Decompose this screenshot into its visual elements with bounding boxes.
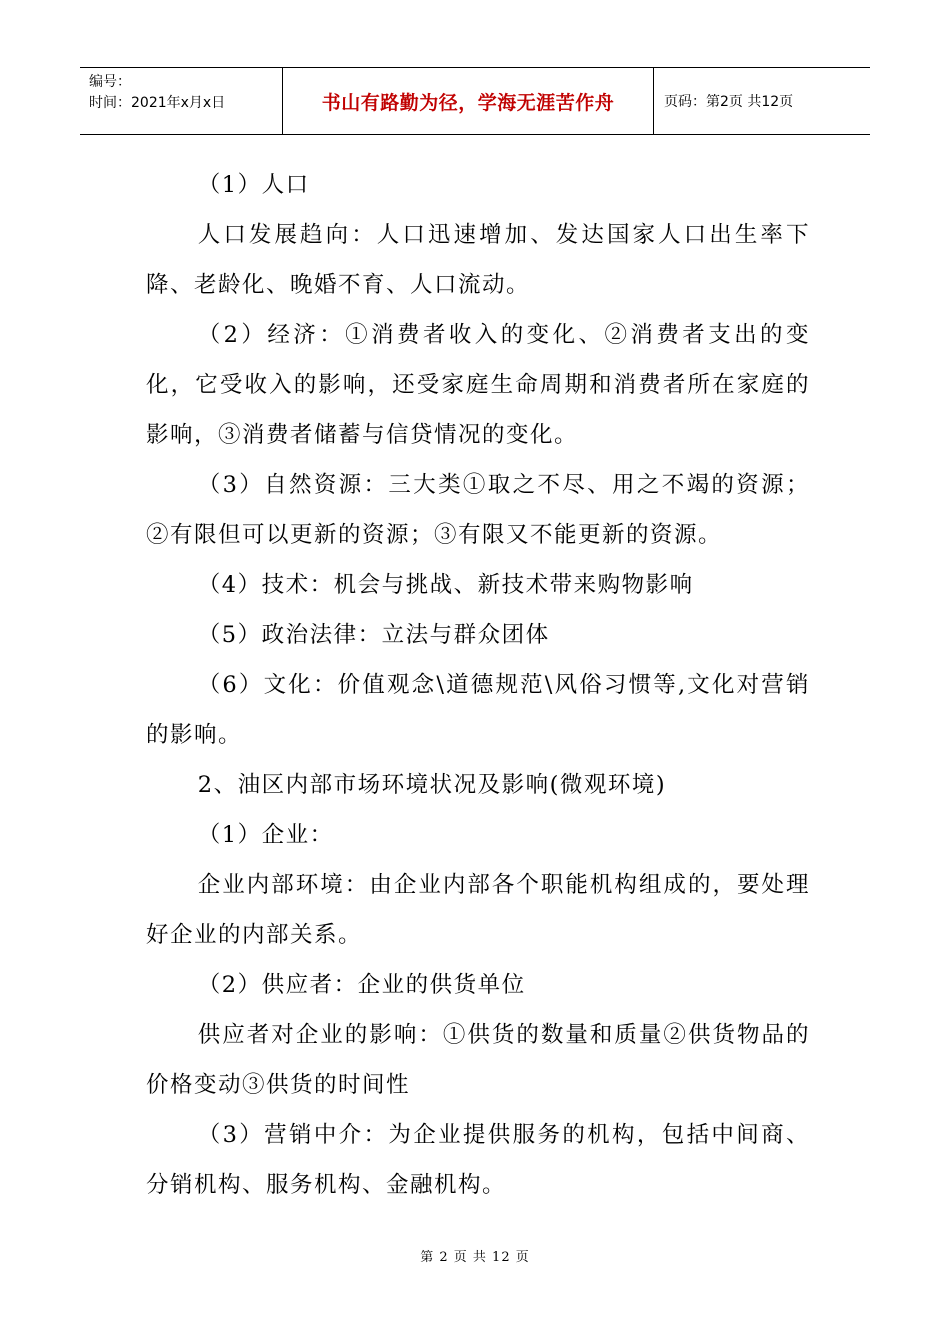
page-header [80, 67, 870, 135]
paragraph: （2）供应者：企业的供货单位 [197, 972, 526, 998]
paragraph: （6）文化：价值观念\道德规范\风俗习惯等,文化对营销的影响。 [146, 672, 810, 748]
doc-time-label: 时间：2021年x月x日 [89, 95, 226, 111]
header-meta [80, 68, 283, 134]
paragraph: （1）企业： [197, 822, 334, 848]
doc-number-label: 编号： [89, 74, 131, 90]
page-footer: 第 2 页 共 12 页 [420, 1250, 530, 1265]
paragraph: 企业内部环境：由企业内部各个职能机构组成的，要处理好企业的内部关系。 [146, 872, 810, 948]
paragraph: （3）营销中介：为企业提供服务的机构，包括中间商、分销机构、服务机构、金融机构。 [146, 1122, 810, 1198]
paragraph: （4）技术：机会与挑战、新技术带来购物影响 [197, 572, 694, 598]
paragraph: （5）政治法律：立法与群众团体 [197, 622, 550, 648]
document-body [146, 160, 810, 1210]
header-motto: 书山有路勤为径，学海无涯苦作舟 [283, 68, 654, 134]
paragraph: （2）经济：①消费者收入的变化、②消费者支出的变化，它受收入的影响，还受家庭生命周期和消费者所在家庭的影响，③消费者储蓄与信贷情况的变化。 [146, 322, 810, 448]
paragraph: 人口发展趋向：人口迅速增加、发达国家人口出生率下降、老龄化、晚婚不育、人口流动。 [146, 222, 810, 298]
paragraph: （3）自然资源：三大类①取之不尽、用之不竭的资源；②有限但可以更新的资源；③有限又不能更新的资源。 [146, 472, 810, 548]
header-page-info: 页码：第2页 共12页 [664, 94, 794, 110]
paragraph: 供应者对企业的影响：①供货的数量和质量②供货物品的价格变动③供货的时间性 [146, 1022, 810, 1098]
paragraph: （1）人口 [197, 172, 310, 198]
section-heading: 2、油区内部市场环境状况及影响(微观环境) [197, 772, 667, 798]
